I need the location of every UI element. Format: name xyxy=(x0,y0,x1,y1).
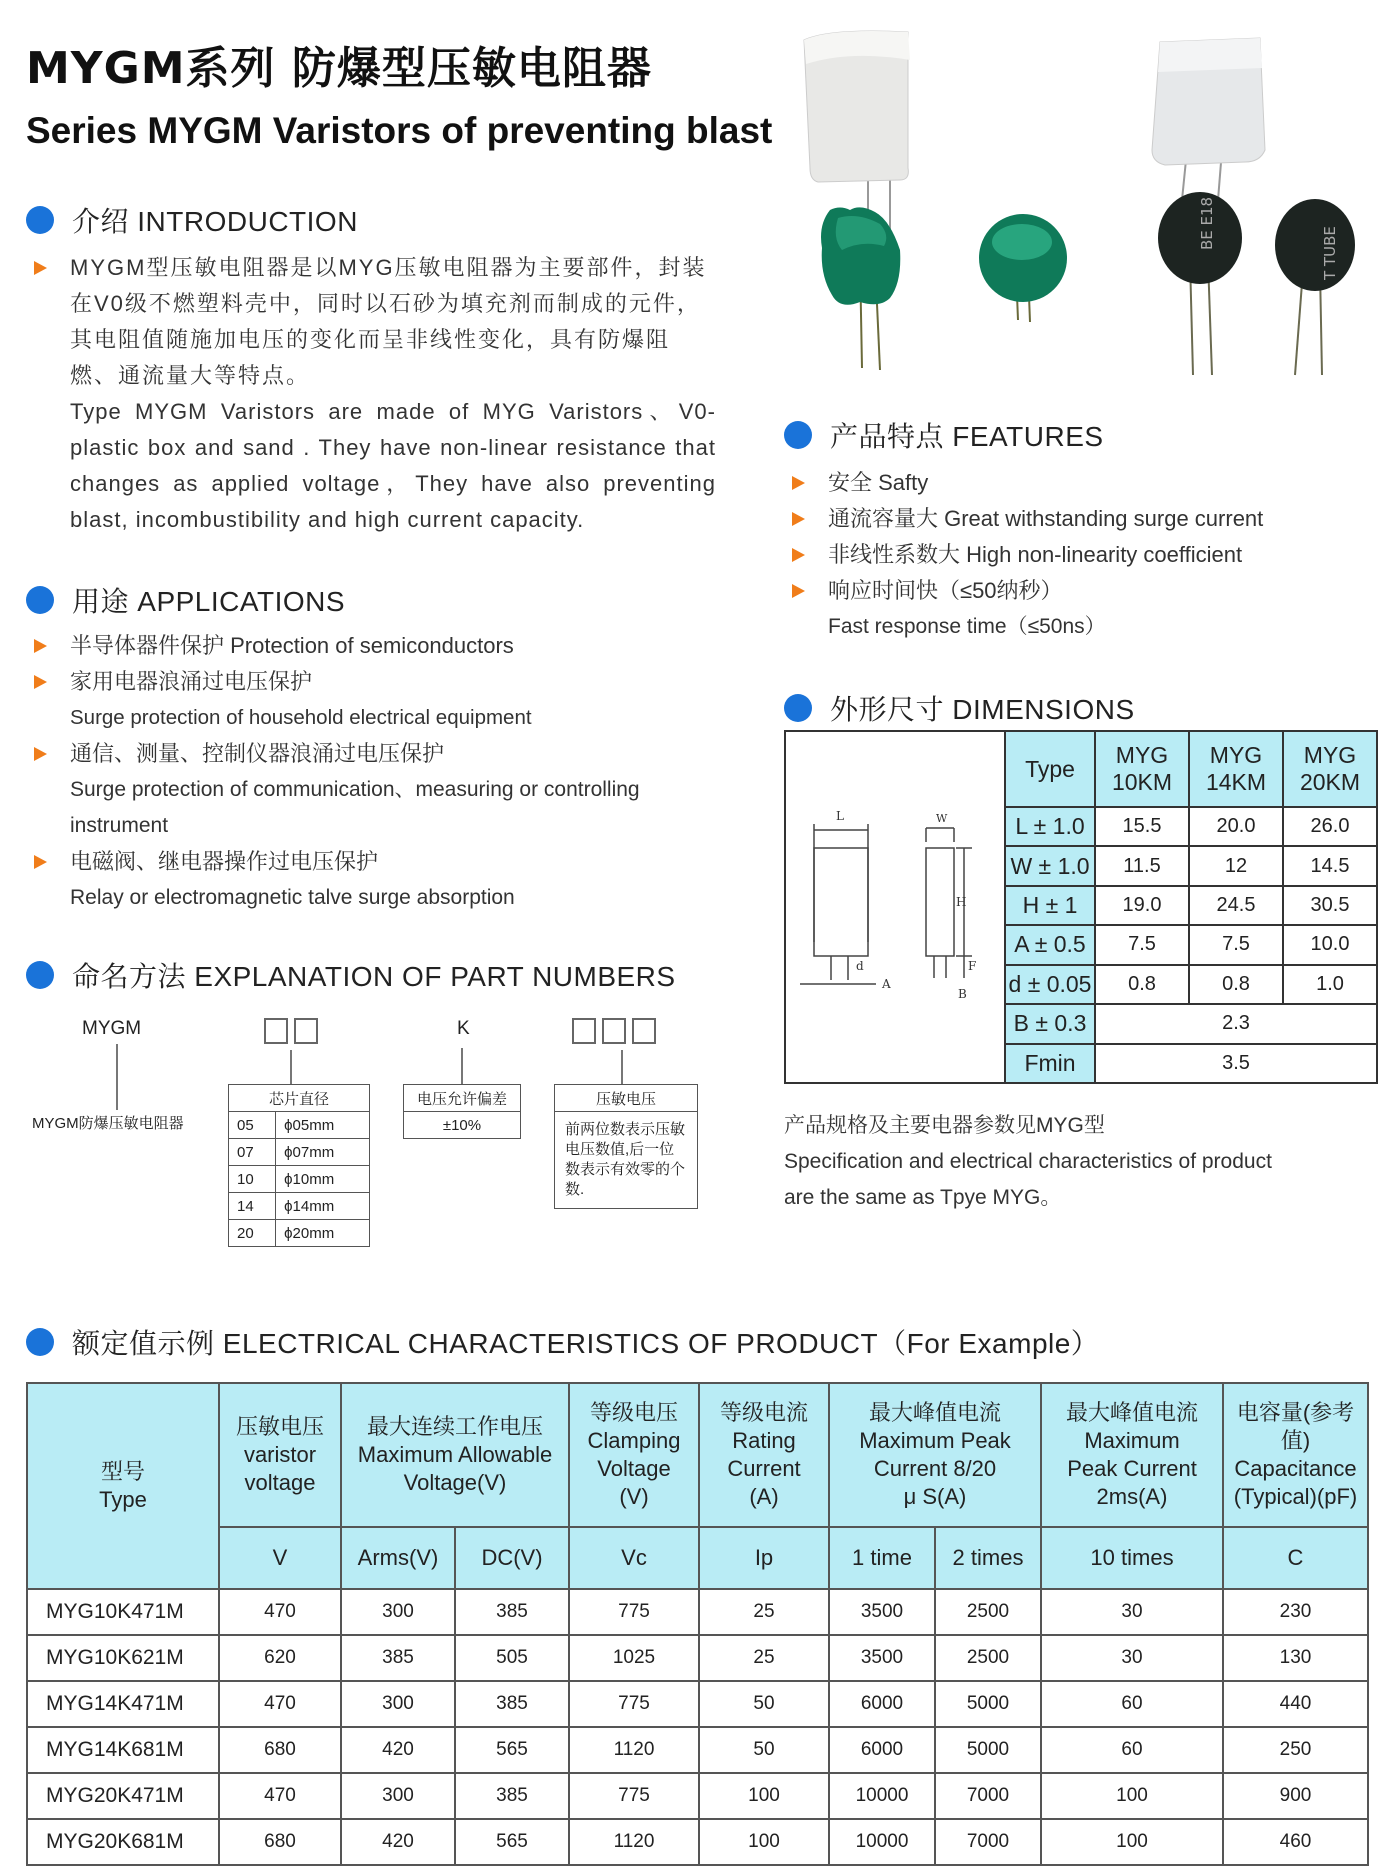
unit-cell: Arms(V) xyxy=(341,1527,455,1589)
value-cell: 680 xyxy=(219,1727,341,1773)
hdr-line: 最大峰值电流 xyxy=(1065,1400,1198,1425)
dim-row-label: L ± 1.0 xyxy=(1005,807,1095,846)
value-cell: 60 xyxy=(1041,1681,1223,1727)
cell: 0.8 xyxy=(1095,965,1189,1004)
dimension-drawing xyxy=(796,802,996,1012)
drawing-label: B xyxy=(958,987,967,1001)
section-title: 产品特点 FEATURES xyxy=(830,421,1104,452)
note-en-1: Specification and electrical characteristics of product xyxy=(784,1150,1272,1173)
table-row xyxy=(229,1193,370,1220)
bullet-arrow-icon xyxy=(34,639,47,653)
hdr-line: (V) xyxy=(619,1484,649,1509)
value-cell: 230 xyxy=(1223,1589,1368,1635)
section-partnumbers-heading xyxy=(26,955,676,995)
note-cn: 产品规格及主要电器参数见MYG型 xyxy=(784,1114,1105,1137)
value-cell: 6000 xyxy=(829,1681,935,1727)
section-title: 额定值示例 ELECTRICAL CHARACTERISTICS OF PRODUCT（For Example） xyxy=(72,1328,1100,1359)
value-cell: 5000 xyxy=(935,1727,1041,1773)
value-cell: 460 xyxy=(1223,1819,1368,1865)
hdr-line: 2ms(A) xyxy=(1096,1484,1168,1509)
value-cell: 7000 xyxy=(935,1773,1041,1819)
value-cell: 6000 xyxy=(829,1727,935,1773)
value-cell: 565 xyxy=(455,1819,569,1865)
cell: 1.0 xyxy=(1283,965,1377,1004)
value-cell: 680 xyxy=(219,1819,341,1865)
cell: ϕ20mm xyxy=(276,1220,370,1247)
dim-row-label: A ± 0.5 xyxy=(1005,925,1095,964)
col-line1: MYG xyxy=(1209,742,1263,768)
hdr-line: 压敏电压 xyxy=(235,1414,324,1439)
feature-extra: Fast response time（≤50ns） xyxy=(828,615,1106,638)
value-cell: 300 xyxy=(341,1589,455,1635)
table-row xyxy=(229,1166,370,1193)
cell: 30.5 xyxy=(1283,886,1377,925)
hdr-line: Maximum Allowable xyxy=(357,1442,553,1467)
list-item xyxy=(26,844,726,880)
cell: 2.3 xyxy=(1095,1004,1377,1043)
value-cell: 30 xyxy=(1041,1635,1223,1681)
dim-type-label: Type xyxy=(1005,731,1095,807)
cell: 14.5 xyxy=(1283,846,1377,885)
value-cell: 775 xyxy=(569,1681,699,1727)
pn-diameter-table xyxy=(228,1084,370,1247)
col-rating xyxy=(699,1383,829,1527)
hdr-line: Current 8/20 xyxy=(873,1456,997,1481)
section-bullet-icon xyxy=(26,586,54,614)
value-cell: 30 xyxy=(1041,1589,1223,1635)
hdr-line: Peak Current xyxy=(1067,1456,1197,1481)
bullet-arrow-icon xyxy=(34,261,47,275)
value-cell: 470 xyxy=(219,1773,341,1819)
cell: ϕ14mm xyxy=(276,1193,370,1220)
unit-cell: V xyxy=(219,1527,341,1589)
table-row xyxy=(1005,807,1377,846)
value-cell: 385 xyxy=(455,1681,569,1727)
value-cell: 130 xyxy=(1223,1635,1368,1681)
cell: 10 xyxy=(229,1166,276,1193)
hdr-line: Capacitance xyxy=(1234,1456,1357,1481)
cell: 15.5 xyxy=(1095,807,1189,846)
col-cap xyxy=(1223,1383,1368,1527)
bullet-arrow-icon xyxy=(34,675,47,689)
table-row xyxy=(27,1819,1368,1865)
value-cell: 2500 xyxy=(935,1589,1041,1635)
unit-cell: DC(V) xyxy=(455,1527,569,1589)
drawing-label: A xyxy=(882,977,891,991)
feature-text: 通流容量大 Great withstanding surge current xyxy=(828,506,1264,531)
pn-prefix: MYGM xyxy=(82,1018,142,1039)
dim-row-label: Fmin xyxy=(1005,1044,1095,1083)
cell: 0.8 xyxy=(1189,965,1283,1004)
value-cell: 900 xyxy=(1223,1773,1368,1819)
section-bullet-icon xyxy=(784,694,812,722)
value-cell: 620 xyxy=(219,1635,341,1681)
applications-list xyxy=(26,628,726,916)
hdr-line: Clamping xyxy=(587,1428,681,1453)
col-clamp xyxy=(569,1383,699,1527)
value-cell: 385 xyxy=(341,1635,455,1681)
section-bullet-icon xyxy=(784,421,812,449)
model-cell: MYG14K681M xyxy=(27,1727,219,1773)
hdr-line: voltage xyxy=(244,1470,316,1495)
page-title-en: Series MYGM Varistors of preventing blast xyxy=(26,110,773,151)
table-row xyxy=(27,1589,1368,1635)
feature-text: 安全 Safty xyxy=(828,470,929,495)
table-row xyxy=(1005,965,1377,1004)
intro-text xyxy=(26,250,716,394)
cell: 3.5 xyxy=(1095,1044,1377,1083)
pn-connector xyxy=(461,1048,463,1084)
pn-voltage-title: 压敏电压 xyxy=(555,1085,698,1112)
dim-row-label: B ± 0.3 xyxy=(1005,1004,1095,1043)
col-varistor xyxy=(219,1383,341,1527)
unit-cell: 10 times xyxy=(1041,1527,1223,1589)
hdr-line: Current xyxy=(727,1456,801,1481)
value-cell: 7000 xyxy=(935,1819,1041,1865)
pn-tolerance-table xyxy=(403,1084,521,1139)
table-row xyxy=(1005,1044,1377,1083)
model-cell: MYG14K471M xyxy=(27,1681,219,1727)
table-row xyxy=(229,1139,370,1166)
value-cell: 775 xyxy=(569,1773,699,1819)
disc-label-2: T TUBE xyxy=(1321,226,1339,280)
hdr-line: 型号 xyxy=(100,1459,145,1484)
cell: 10.0 xyxy=(1283,925,1377,964)
value-cell: 10000 xyxy=(829,1819,935,1865)
intro-body xyxy=(26,250,716,538)
col-type xyxy=(27,1383,219,1589)
section-bullet-icon xyxy=(26,961,54,989)
dimensions-panel xyxy=(784,730,1378,1084)
section-bullet-icon xyxy=(26,206,54,234)
feature-text: 响应时间快（≤50纳秒） xyxy=(828,578,1063,603)
value-cell: 5000 xyxy=(935,1681,1041,1727)
pn-tolerance-value: ±10% xyxy=(404,1112,521,1139)
section-title: 用途 APPLICATIONS xyxy=(72,586,346,617)
hdr-line: Type xyxy=(99,1487,147,1512)
app-en: Surge protection of communication、measuring or controlling instrument xyxy=(70,778,640,837)
drawing-label: L xyxy=(836,809,844,823)
hdr-line: Voltage(V) xyxy=(403,1470,507,1495)
unit-cell: 2 times xyxy=(935,1527,1041,1589)
drawing-label: F xyxy=(968,959,977,973)
section-applications-heading xyxy=(26,580,345,620)
table-row xyxy=(1005,925,1377,964)
note-en-2: are the same as Tpye MYG。 xyxy=(784,1186,1062,1209)
value-cell: 470 xyxy=(219,1589,341,1635)
cell: 20.0 xyxy=(1189,807,1283,846)
hdr-line: 最大峰值电流 xyxy=(868,1400,1001,1425)
table-row xyxy=(1005,886,1377,925)
section-electrical-heading xyxy=(26,1322,1099,1362)
value-cell: 2500 xyxy=(935,1635,1041,1681)
pn-diameter-title: 芯片直径 xyxy=(229,1085,370,1112)
value-cell: 100 xyxy=(1041,1819,1223,1865)
app-cn: 通信、测量、控制仪器浪涌过电压保护 xyxy=(70,741,445,766)
dimensions-note xyxy=(784,1108,1272,1216)
app-cn: 电磁阀、继电器操作过电压保护 xyxy=(70,849,379,874)
drawing-label: W xyxy=(936,812,948,825)
value-cell: 25 xyxy=(699,1635,829,1681)
cell: 14 xyxy=(229,1193,276,1220)
col-line1: MYG xyxy=(1303,742,1357,768)
dim-row-label: H ± 1 xyxy=(1005,886,1095,925)
hdr-line: 电容量(参考值) xyxy=(1236,1400,1355,1453)
col-peak xyxy=(829,1383,1041,1527)
pn-connector xyxy=(621,1050,623,1084)
hdr-line: (A) xyxy=(749,1484,779,1509)
list-item xyxy=(26,736,726,772)
bullet-arrow-icon xyxy=(792,512,805,526)
col-peak2 xyxy=(1041,1383,1223,1527)
cell: 26.0 xyxy=(1283,807,1377,846)
model-cell: MYG10K621M xyxy=(27,1635,219,1681)
value-cell: 385 xyxy=(455,1773,569,1819)
section-title: 命名方法 EXPLANATION OF PART NUMBERS xyxy=(72,961,676,992)
value-cell: 420 xyxy=(341,1727,455,1773)
bullet-arrow-icon xyxy=(792,584,805,598)
table-row xyxy=(1005,846,1377,885)
list-item xyxy=(784,537,1384,573)
section-title: 介绍 INTRODUCTION xyxy=(72,206,358,237)
col-line2: 20KM xyxy=(1299,769,1361,795)
table-row xyxy=(229,1112,370,1139)
pn-diameter-squares xyxy=(264,1018,324,1049)
value-cell: 10000 xyxy=(829,1773,935,1819)
list-item xyxy=(784,573,1384,609)
bullet-arrow-icon xyxy=(792,476,805,490)
value-cell: 3500 xyxy=(829,1635,935,1681)
section-features-heading xyxy=(784,415,1104,455)
table-row xyxy=(27,1681,1368,1727)
list-item xyxy=(26,628,726,664)
cell: 05 xyxy=(229,1112,276,1139)
drawing-label: d xyxy=(856,959,864,973)
hdr-line: Maximum xyxy=(1084,1428,1180,1453)
value-cell: 100 xyxy=(1041,1773,1223,1819)
dim-row-label: W ± 1.0 xyxy=(1005,846,1095,885)
cell: 11.5 xyxy=(1095,846,1189,885)
value-cell: 300 xyxy=(341,1773,455,1819)
app-cn: 半导体器件保护 Protection of semiconductors xyxy=(70,633,514,658)
table-row xyxy=(27,1773,1368,1819)
dim-col-header xyxy=(1189,731,1283,807)
features-list xyxy=(784,465,1384,645)
model-cell: MYG20K471M xyxy=(27,1773,219,1819)
table-row xyxy=(229,1220,370,1247)
value-cell: 1120 xyxy=(569,1727,699,1773)
pn-connector xyxy=(290,1050,292,1084)
value-cell: 250 xyxy=(1223,1727,1368,1773)
value-cell: 440 xyxy=(1223,1681,1368,1727)
electrical-table xyxy=(26,1382,1369,1866)
pn-voltage-table xyxy=(554,1084,698,1209)
col-line2: 10KM xyxy=(1111,769,1173,795)
pn-k: K xyxy=(457,1018,470,1039)
disc-label-1: BE E18 xyxy=(1198,196,1216,250)
value-cell: 470 xyxy=(219,1681,341,1727)
hdr-line: 等级电压 xyxy=(589,1400,678,1425)
app-en: Surge protection of household electrical equipment xyxy=(70,706,532,729)
value-cell: 50 xyxy=(699,1681,829,1727)
value-cell: 100 xyxy=(699,1819,829,1865)
value-cell: 25 xyxy=(699,1589,829,1635)
pn-tolerance-title: 电压允许偏差 xyxy=(404,1085,521,1112)
dim-col-header xyxy=(1095,731,1189,807)
value-cell: 60 xyxy=(1041,1727,1223,1773)
intro-en: Type MYGM Varistors are made of MYG Varistors、V0-plastic box and sand . They have non-linear resistance that changes as applied voltage，They have also preventing blast, incombustibility and high current capacity. xyxy=(70,399,716,532)
cell: 19.0 xyxy=(1095,886,1189,925)
section-title: 外形尺寸 DIMENSIONS xyxy=(830,694,1135,725)
app-en: Relay or electromagnetic talve surge absorption xyxy=(70,886,515,909)
table-row xyxy=(27,1635,1368,1681)
drawing-label: H xyxy=(956,895,967,909)
cell: 07 xyxy=(229,1139,276,1166)
page-title-cn: MYGM系列 防爆型压敏电阻器 xyxy=(26,43,652,94)
value-cell: 100 xyxy=(699,1773,829,1819)
unit-cell: Ip xyxy=(699,1527,829,1589)
value-cell: 50 xyxy=(699,1727,829,1773)
pn-voltage-desc: 前两位数表示压敏电压数值,后一位数表示有效零的个数. xyxy=(555,1112,698,1209)
cell: 24.5 xyxy=(1189,886,1283,925)
cell: ϕ05mm xyxy=(276,1112,370,1139)
value-cell: 565 xyxy=(455,1727,569,1773)
col-line2: 14KM xyxy=(1205,769,1267,795)
model-cell: MYG10K471M xyxy=(27,1589,219,1635)
cell: 20 xyxy=(229,1220,276,1247)
hdr-line: (Typical)(pF) xyxy=(1233,1484,1358,1509)
bullet-arrow-icon xyxy=(34,855,47,869)
pn-prefix-desc: MYGM防爆压敏电阻器 xyxy=(32,1115,184,1132)
table-row xyxy=(1005,1004,1377,1043)
hdr-line: μ S(A) xyxy=(903,1484,967,1509)
table-row xyxy=(27,1727,1368,1773)
section-dimensions-heading xyxy=(784,688,1135,728)
value-cell: 1120 xyxy=(569,1819,699,1865)
hdr-line: Voltage xyxy=(597,1456,671,1481)
product-illustration xyxy=(790,20,1380,380)
list-item xyxy=(784,465,1384,501)
hdr-line: 最大连续工作电压 xyxy=(366,1414,543,1439)
list-item xyxy=(26,664,726,700)
bullet-arrow-icon xyxy=(34,747,47,761)
app-cn: 家用电器浪涌过电压保护 xyxy=(70,669,313,694)
value-cell: 1025 xyxy=(569,1635,699,1681)
value-cell: 420 xyxy=(341,1819,455,1865)
hdr-line: varistor xyxy=(243,1442,317,1467)
bullet-arrow-icon xyxy=(792,548,805,562)
cell: 7.5 xyxy=(1095,925,1189,964)
dimensions-table xyxy=(1004,730,1378,1084)
value-cell: 385 xyxy=(455,1589,569,1635)
model-cell: MYG20K681M xyxy=(27,1819,219,1865)
hdr-line: Rating xyxy=(732,1428,796,1453)
value-cell: 505 xyxy=(455,1635,569,1681)
hdr-line: 等级电流 xyxy=(719,1400,808,1425)
pn-connector xyxy=(116,1044,118,1110)
unit-cell: C xyxy=(1223,1527,1368,1589)
value-cell: 300 xyxy=(341,1681,455,1727)
list-item xyxy=(784,501,1384,537)
cell: ϕ07mm xyxy=(276,1139,370,1166)
cell: ϕ10mm xyxy=(276,1166,370,1193)
cell: 12 xyxy=(1189,846,1283,885)
unit-cell: 1 time xyxy=(829,1527,935,1589)
feature-text: 非线性系数大 High non-linearity coefficient xyxy=(828,542,1243,567)
dim-col-header xyxy=(1283,731,1377,807)
unit-cell: Vc xyxy=(569,1527,699,1589)
section-intro-heading xyxy=(26,200,358,240)
value-cell: 3500 xyxy=(829,1589,935,1635)
section-bullet-icon xyxy=(26,1328,54,1356)
cell: 7.5 xyxy=(1189,925,1283,964)
product-photos xyxy=(790,20,1380,380)
hdr-line: Maximum Peak xyxy=(859,1428,1011,1453)
col-max-allow xyxy=(341,1383,569,1527)
intro-cn: MYGM型压敏电阻器是以MYG压敏电阻器为主要部件，封装在V0级不燃塑料壳中，同时以石砂为填充剂而制成的元件，其电阻值随施加电压的变化而呈非线性变化，具有防爆阻燃、通流量大等特点。 xyxy=(70,255,707,388)
col-line1: MYG xyxy=(1115,742,1169,768)
pn-voltage-squares xyxy=(572,1018,662,1049)
dim-row-label: d ± 0.05 xyxy=(1005,965,1095,1004)
value-cell: 775 xyxy=(569,1589,699,1635)
